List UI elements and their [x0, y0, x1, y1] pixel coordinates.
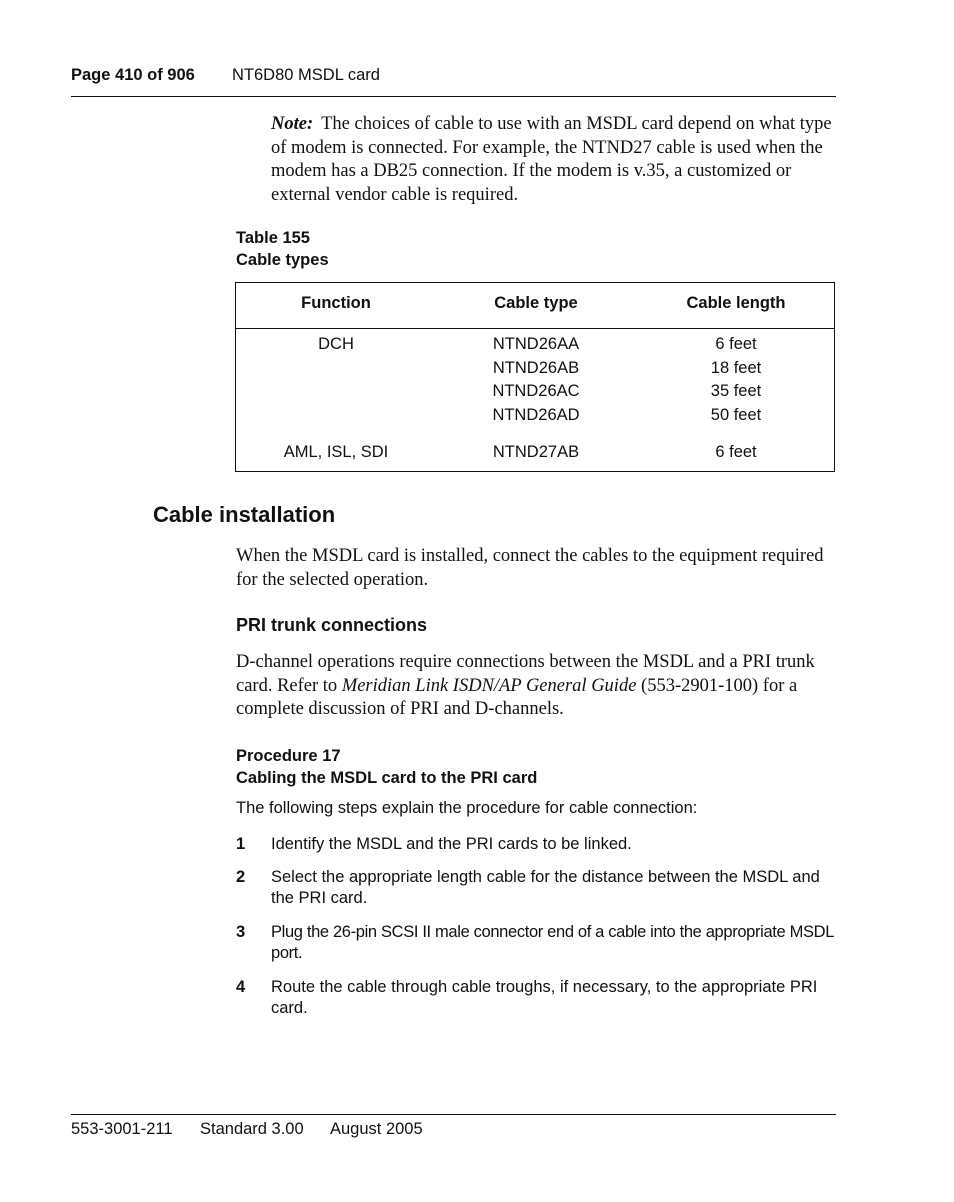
section-heading: Cable installation	[153, 502, 336, 527]
procedure-intro: The following steps explain the procedure for cable connection:	[236, 799, 698, 817]
cable-length-value: 35 feet	[710, 382, 762, 400]
procedure-caption	[236, 745, 537, 789]
subsection-paragraph	[236, 651, 836, 722]
cable-types-table	[235, 282, 835, 472]
document-title-reference: Meridian Link ISDN/AP General Guide	[341, 675, 637, 696]
footer-standard: Standard 3.00	[200, 1120, 304, 1138]
cable-length-value: 6 feet	[715, 443, 757, 461]
page-number: Page 410 of 906	[71, 66, 195, 84]
table-number: Table 155	[236, 229, 310, 247]
procedure-number: Procedure 17	[236, 747, 341, 765]
table-title: Cable types	[236, 251, 329, 269]
cable-length-value: 18 feet	[710, 358, 762, 377]
header-title: NT6D80 MSDL card	[232, 66, 380, 84]
step-number: 2	[236, 868, 246, 886]
step-text: Identify the MSDL and the PRI cards to be linked.	[271, 835, 632, 853]
cable-type-value: NTND26AB	[492, 358, 580, 377]
cable-length-cell	[636, 333, 836, 427]
cable-length-value: 6 feet	[715, 335, 757, 353]
procedure-title: Cabling the MSDL card to the PRI card	[236, 769, 538, 787]
column-header-function: Function	[301, 294, 371, 312]
subsection-heading: PRI trunk connections	[236, 615, 428, 635]
paragraph-text: D-channel operations require connections between the MSDL and a PRI trunk card. Refer to	[236, 652, 815, 696]
note-label: Note:	[271, 114, 314, 134]
step-text: Select the appropriate length cable for the distance between the MSDL and the PRI card.	[271, 868, 820, 907]
cable-type-value: NTND26AA	[492, 335, 580, 353]
step-number: 4	[236, 978, 246, 996]
table-header-row	[236, 283, 834, 329]
function-cell: DCH	[318, 335, 354, 353]
step-text: Route the cable through cable troughs, if necessary, to the appropriate PRI card.	[271, 978, 818, 1017]
cable-type-value: NTND26AD	[492, 405, 580, 424]
section-intro: When the MSDL card is installed, connect the cables to the equipment required for the selected operation.	[236, 546, 824, 590]
paragraph-text: (553-2901-100) for a complete discussion of PRI and D-channels.	[236, 675, 798, 719]
column-header-cable-type: Cable type	[494, 294, 578, 312]
page-footer	[71, 1114, 836, 1138]
cable-type-value: NTND26AC	[492, 382, 580, 400]
function-cell: AML, ISL, SDI	[283, 443, 389, 461]
footer-date: August 2005	[330, 1120, 423, 1138]
cable-type-value: NTND27AB	[492, 443, 580, 461]
cable-type-cell	[436, 333, 636, 427]
table-caption	[236, 227, 329, 271]
column-header-cable-length: Cable length	[686, 294, 786, 312]
step-text: Plug the 26-pin SCSI II male connector end of a cable into the appropriate MSDL port.	[271, 923, 834, 962]
note-text: The choices of cable to use with an MSDL card depend on what type of modem is connected. For example, the NTND27 cable is used when the modem has a DB25 connection. If the modem is v.35, a customized or external vendor cable is required.	[271, 114, 832, 205]
footer-doc-number: 553-3001-211	[71, 1120, 173, 1138]
page-header	[71, 66, 836, 97]
cable-type-cell	[436, 441, 636, 465]
cable-length-cell	[636, 441, 836, 465]
note-paragraph	[271, 113, 836, 207]
step-number: 1	[236, 835, 246, 853]
cable-length-value: 50 feet	[710, 405, 762, 424]
step-number: 3	[236, 923, 246, 941]
